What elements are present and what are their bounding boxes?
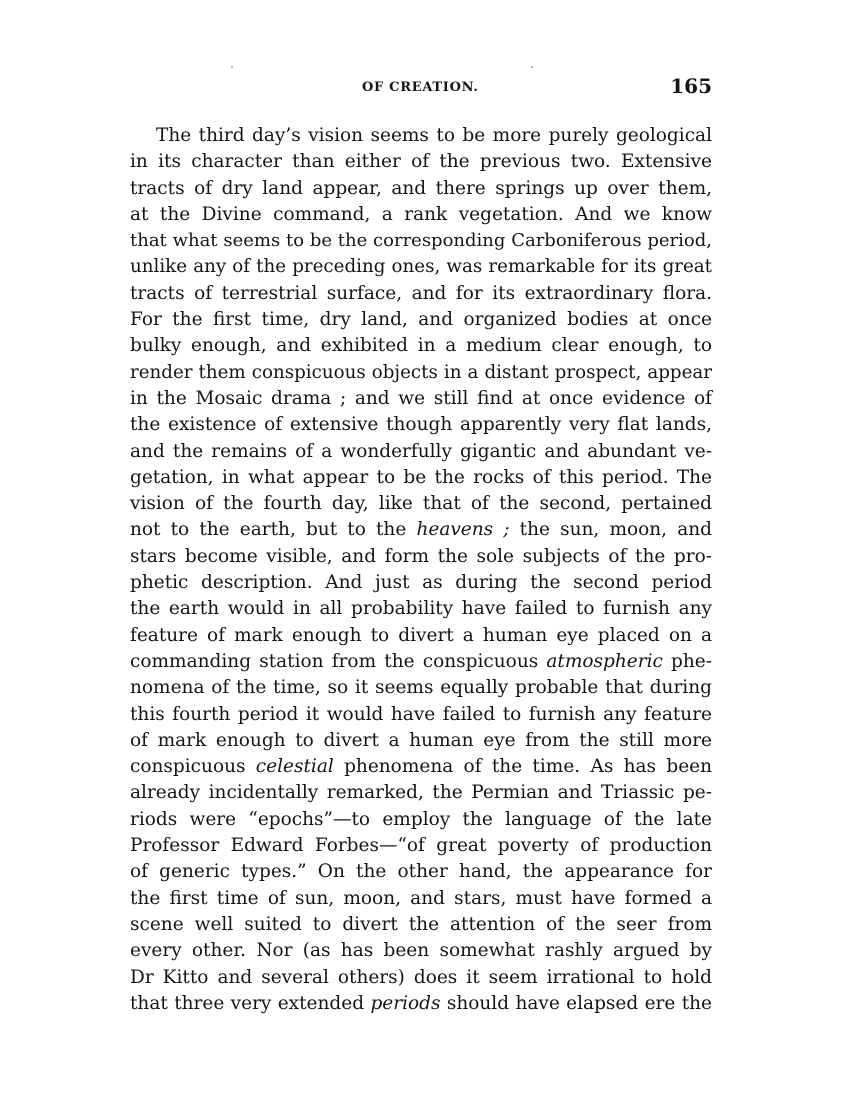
text-line — [130, 702, 712, 728]
text-line — [130, 412, 712, 438]
text-segment: in the Mosaic drama ; and we still find at once evidence of — [130, 387, 712, 409]
text-line — [130, 360, 712, 386]
running-head: OF CREATION. — [362, 80, 479, 95]
text-line — [130, 728, 712, 754]
text-segment: phetic description. And just as during the second period — [130, 572, 712, 594]
text-segment: this fourth period it would have failed to furnish any feature — [130, 703, 712, 725]
text-line — [130, 228, 712, 254]
text-segment: phenomena of the time. As has been — [333, 756, 712, 778]
italic-text: heavens ; — [416, 519, 510, 541]
text-line — [130, 675, 712, 701]
text-line — [130, 938, 712, 964]
text-segment: vision of the fourth day, like that of the second, pertained — [130, 493, 712, 515]
text-line — [130, 754, 712, 780]
text-line — [130, 833, 712, 859]
italic-text: atmospheric — [546, 650, 663, 672]
text-segment: the existence of extensive though apparently very flat lands, — [130, 414, 712, 436]
text-segment: render them conspicuous objects in a distant prospect, appear — [130, 361, 712, 383]
text-segment: not to the earth, but to the — [130, 519, 417, 541]
text-line — [130, 780, 712, 806]
text-segment: tracts of terrestrial surface, and for its extraordinary flora. — [130, 282, 712, 304]
text-line — [130, 439, 712, 465]
text-line — [130, 596, 712, 622]
text-segment: The third day’s vision seems to be more purely geological — [156, 125, 712, 146]
text-line — [130, 807, 712, 833]
text-segment: and the remains of a wonderfully gigantic and abundant ve- — [130, 440, 712, 462]
text-line — [130, 149, 712, 175]
text-segment: unlike any of the preceding ones, was remarkable for its great — [130, 256, 712, 278]
text-line — [130, 254, 712, 280]
text-segment: conspicuous — [130, 756, 256, 778]
text-segment: the first time of sun, moon, and stars, must have formed a — [130, 887, 712, 909]
text-segment: the earth would in all probability have failed to furnish any — [130, 598, 712, 620]
text-segment: in its character than either of the previous two. Extensive — [130, 151, 712, 173]
text-line — [130, 176, 712, 202]
text-segment: at the Divine command, a rank vegetation. And we know — [130, 203, 712, 225]
text-line — [130, 202, 712, 228]
text-line — [130, 544, 712, 570]
italic-text: celestial — [255, 756, 334, 778]
text-segment: scene well suited to divert the attention of the seer from — [130, 913, 712, 935]
text-line — [130, 465, 712, 491]
text-line — [130, 623, 712, 649]
text-line — [130, 649, 712, 675]
text-segment: that what seems to be the corresponding Carboniferous period, — [130, 230, 712, 252]
text-line — [130, 307, 712, 333]
text-line — [130, 491, 712, 517]
text-segment: phe- — [662, 650, 712, 672]
text-segment: bulky enough, and exhibited in a medium clear enough, to — [130, 335, 712, 357]
text-segment: commanding station from the conspicuous — [130, 650, 547, 672]
text-segment: stars become visible, and form the sole subjects of the pro- — [130, 545, 712, 567]
text-line — [130, 912, 712, 938]
text-segment: of mark enough to divert a human eye from the still more — [130, 729, 712, 751]
scan-speck — [231, 66, 233, 68]
text-line — [130, 281, 712, 307]
text-segment: the sun, moon, and — [509, 519, 712, 541]
text-segment: feature of mark enough to divert a human eye placed on a — [130, 624, 712, 646]
text-segment: should have elapsed ere the — [440, 992, 712, 1014]
body-text — [130, 123, 712, 1017]
text-segment: For the first time, dry land, and organized bodies at once — [130, 309, 712, 331]
text-line — [130, 570, 712, 596]
text-segment: already incidentally remarked, the Permian and Triassic pe- — [130, 782, 712, 804]
page-header — [130, 74, 712, 104]
text-line — [130, 886, 712, 912]
text-segment: Professor Edward Forbes—“of great poverty of production — [130, 835, 712, 857]
text-segment: tracts of dry land appear, and there springs up over them, — [130, 177, 712, 199]
text-line — [130, 123, 712, 149]
text-segment: riods were “epochs”—to employ the language of the late — [130, 808, 712, 830]
text-segment: Dr Kitto and several others) does it seem irrational to hold — [130, 966, 712, 988]
text-segment: getation, in what appear to be the rocks of this period. The — [130, 466, 712, 488]
text-segment: nomena of the time, so it seems equally probable that during — [130, 677, 712, 699]
text-segment: of generic types.” On the other hand, the appearance for — [130, 861, 712, 883]
text-line — [130, 965, 712, 991]
text-line — [130, 386, 712, 412]
scan-speck — [531, 66, 533, 68]
text-line — [130, 859, 712, 885]
italic-text: periods — [370, 992, 441, 1014]
text-segment: that three very extended — [130, 992, 371, 1014]
text-line — [130, 333, 712, 359]
page-number: 165 — [670, 74, 712, 98]
text-line — [130, 517, 712, 543]
text-segment: every other. Nor (as has been somewhat rashly argued by — [130, 940, 712, 962]
text-line — [130, 991, 712, 1017]
